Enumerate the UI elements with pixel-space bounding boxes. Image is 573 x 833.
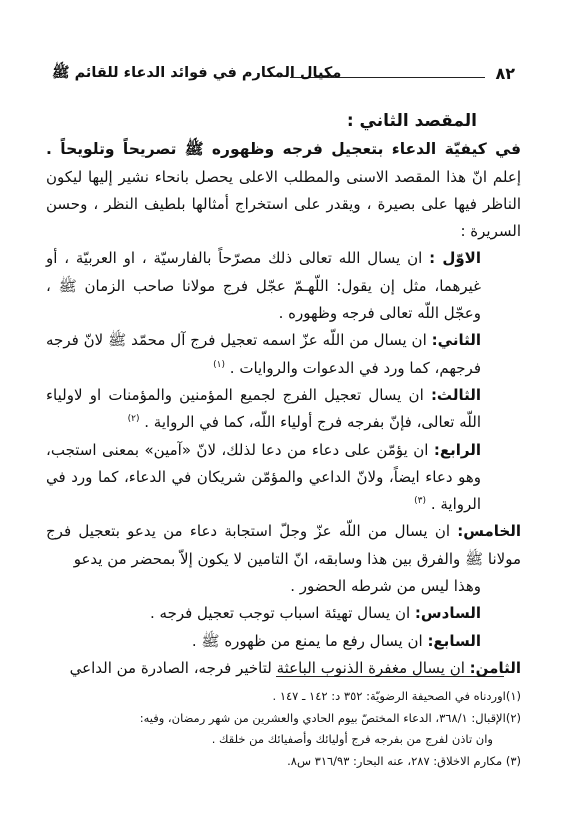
footnote-rule: [276, 676, 504, 677]
page-number: ٨٢: [495, 64, 515, 83]
page-header: [52, 62, 515, 88]
item-fifth: [46, 518, 521, 573]
item-third-text: ان يسال تعجيل الفرج لجميع المؤمنين والمؤمنات او لاولياء اللّه تعالى، فإنّ بفرجه فرج أولياء اللّه، كما في الرواية .: [46, 385, 481, 432]
item-sixth-text: ان يسال تهيئة اسباب توجب تعجيل فرجه .: [149, 604, 411, 623]
footnote-2-continuation: وان تاذن لفرج من بفرجه فرج أوليائك وأصفيائك من خلقك .: [211, 732, 493, 746]
item-eighth: [46, 655, 521, 682]
item-seventh-text: ان يسال رفع ما يمنع من ظهوره ﷺ .: [191, 631, 423, 650]
item-first-label: الاوّل :: [429, 249, 481, 268]
item-third-label: الثالث:: [430, 385, 481, 404]
intro-lead: في كيفيّة الدعاء بتعجيل فرجه وظهوره ﷺ تصريحاً وتلويحاً .: [46, 140, 521, 159]
main-text: [46, 108, 521, 682]
footnote-ref-1: (١): [213, 359, 226, 370]
item-third: [46, 382, 521, 437]
footnote-ref-3: (٣): [414, 496, 427, 507]
intro-paragraph: [46, 136, 521, 245]
item-seventh: [46, 628, 521, 655]
item-second-text: ان يسال من اللّه عزّ اسمه تعجيل فرج آل محمّد ﷺ لانّ فرجه فرجهم، كما ورد في الدعوات والروايات .: [46, 331, 481, 377]
item-second-label: الثاني:: [431, 331, 481, 350]
footnote-1: (١)اوردناه في الصحيفة الرضويّة: ٣٥٢ د: ١٤٢ ـ ١٤٧ .: [272, 689, 521, 703]
footnote-2: (٢)الإقبال: ٣٦٨/١، الدعاء المختصّ بيوم الحادي والعشرين من شهر رمضان، وفيه:: [139, 710, 521, 725]
item-second: [46, 327, 521, 382]
footnote-3: (٣) مكارم الاخلاق: ٢٨٧، عنه البحار: ٣١٦/٩٣ س٨.: [287, 753, 521, 768]
item-fifth-text: ان يسال من اللّه عزّ وجلّ استجابة دعاء من يدعو بتعجيل فرج مولانا ﷺ والفرق بين هذا وسابقه، انّ التامين لا يكون إلاّ بمحضر من يدعو: [46, 522, 521, 568]
item-first: [46, 245, 521, 327]
footnotes: [46, 686, 521, 772]
intro-text: إعلم انّ هذا المقصد الاسنى والمطلب الاعلى يحصل بانحاء نشير إليها ليكون الناظر فيها على بصيرة ، ويقدر على استخراج أمثالها بلطيف النظر ، وحسن السريرة :: [46, 167, 521, 241]
footnote-ref-2: (٢): [127, 414, 140, 425]
item-first-text: ان يسال الله تعالى ذلك مصرّحاً بالفارسيّة ، او العربيّة ، أو غيرهما، مثل إن يقول: اللّهـمّ عجّل فرج مولانا صاحب الزمان ﷺ ، وعجّل اللّه تعالى فرجه وظهوره .: [46, 249, 481, 323]
item-eighth-label: الثامن:: [469, 658, 521, 677]
item-sixth: [46, 600, 521, 627]
item-seventh-label: السابع:: [427, 631, 481, 650]
item-fifth-label: الخامس:: [457, 522, 521, 541]
item-fourth-text: ان يؤمّن على دعاء من دعا لذلك، لانّ «آمين» بمعنى استجب، وهو دعاء ايضاً، ولانّ الداعي والمؤمّن شريكان في الدعاء، كما ورد في الرواية .: [46, 440, 481, 514]
item-fourth: [46, 437, 521, 519]
item-fourth-label: الرابع:: [433, 440, 481, 459]
section-heading: المقصد الثاني :: [346, 111, 477, 131]
item-eighth-text: ان يسال مغفرة الذنوب الباعثة لتاخير فرجه، الصادرة من الداعي: [69, 658, 465, 677]
item-fifth-continuation: وهذا ليس من شرطه الحضور .: [290, 577, 481, 596]
item-sixth-label: السادس:: [414, 604, 481, 623]
running-title: مكيال المكارم في فوائد الدعاء للقائم ﷺ: [52, 65, 342, 81]
